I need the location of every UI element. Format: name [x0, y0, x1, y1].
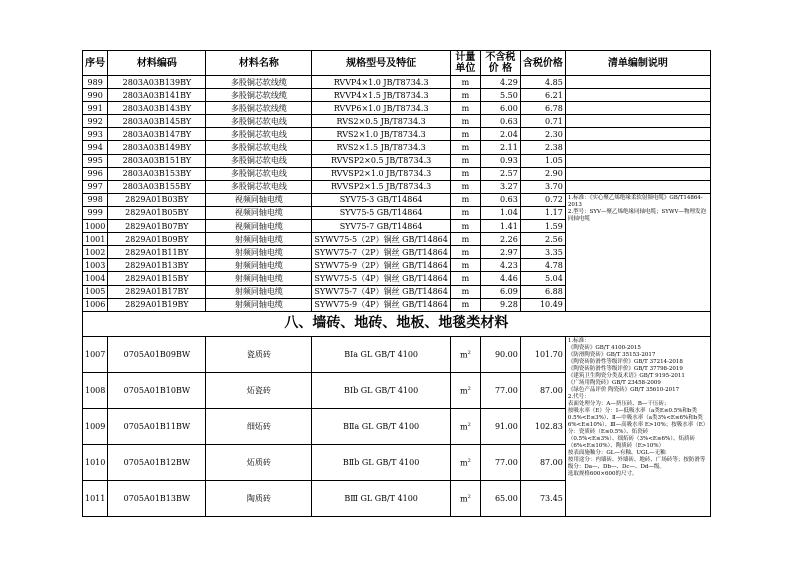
code-cell: 2829A01B03BY	[108, 193, 206, 206]
code-cell: 2829A01B15BY	[108, 272, 206, 285]
notes-cell: 1.标准： 《陶瓷砖》GB/T 4100-2015 《防滑陶瓷砖》GB/T 35153-2017 《陶瓷砖防滑性等级评价》GB/T 37214-2018 《陶瓷砖防滑性等级评价》GB/T 37798-2019 《建筑卫生陶瓷分类及术语》GB/T 9195-2011 《广场用陶瓷砖》GB/T 23458-2009 《绿色产品评价 陶瓷砖》GB/T 35610-2017 2.代号： 表面处理分为：A—挤压砖、B—干压砖； 按吸水率（E）分：Ⅰ—低吸水率（a类E≤0.5%和b类0.5%<E≤3%）、Ⅱ—中吸水率（a类3%<E≤6%和b类6%<E≤10%）、Ⅲ—高吸水率 E>10%；按吸水率（E）分：瓷质砖（E≤0.5%）、炻瓷砖 （0.5%<E≤3%）、细炻砖（3%<E≤6%）、炻质砖（6%<E≤10%）、陶质砖（E>10%） 按表面施釉分：GL—有釉、UGL—无釉 按用途分：内墙砖、外墙砖、地砖、广场砖等；按防滑等级分：Da—、Db—、Dc—、Dd—级。 选取规格600×600的尺寸。	[565, 336, 710, 516]
seq-cell: 1001	[83, 233, 108, 246]
spec-cell: SYV75-5 GB/T14864	[312, 206, 451, 219]
price-ex-cell: 4.23	[480, 259, 520, 272]
code-cell: 2829A01B09BY	[108, 233, 206, 246]
name-cell: 多股铜芯软电线	[206, 167, 312, 180]
name-cell: 射频同轴电缆	[206, 233, 312, 246]
code-cell: 2829A01B11BY	[108, 246, 206, 259]
name-cell: 多股铜芯软线缆	[206, 102, 312, 115]
seq-cell: 995	[83, 154, 108, 167]
price-inc-cell: 87.00	[520, 444, 565, 480]
name-cell: 细炻砖	[206, 408, 312, 444]
price-ex-cell: 2.11	[480, 141, 520, 154]
seq-cell: 994	[83, 141, 108, 154]
price-inc-cell: 102.83	[520, 408, 565, 444]
name-cell: 陶质砖	[206, 480, 312, 516]
code-cell: 0705A01B11BW	[108, 408, 206, 444]
seq-cell: 990	[83, 89, 108, 102]
notes-cell	[565, 167, 710, 180]
price-inc-cell: 1.59	[520, 220, 565, 233]
name-cell: 多股铜芯软电线	[206, 180, 312, 193]
unit-cell: m	[450, 285, 480, 298]
code-cell: 2829A01B07BY	[108, 220, 206, 233]
spec-cell: BⅡb GL GB/T 4100	[312, 444, 451, 480]
section-title: 八、墙砖、地砖、地板、地毯类材料	[83, 311, 711, 336]
price-inc-cell: 2.38	[520, 141, 565, 154]
notes-cell	[565, 141, 710, 154]
price-ex-cell: 77.00	[480, 372, 520, 408]
unit-cell: m	[450, 128, 480, 141]
unit-cell: m	[450, 167, 480, 180]
table-row	[83, 102, 711, 115]
unit-cell: m	[450, 206, 480, 219]
price-ex-cell: 77.00	[480, 444, 520, 480]
notes-cell: 1.标准：《实心聚乙烯绝缘柔软射频电缆》GB/T14864-2013 2.型号：SYV—聚乙烯绝缘同轴电缆；SYWV—物理发泡同轴电缆	[565, 193, 710, 311]
seq-cell: 1000	[83, 220, 108, 233]
seq-cell: 1005	[83, 285, 108, 298]
name-cell: 射频同轴电缆	[206, 285, 312, 298]
seq-cell: 996	[83, 167, 108, 180]
spec-cell: RVS2×0.5 JB/T8734.3	[312, 115, 451, 128]
price-inc-cell: 2.30	[520, 128, 565, 141]
spec-cell: SYWV75-7（2P）铜丝 GB/T14864	[312, 246, 451, 259]
price-ex-cell: 2.57	[480, 167, 520, 180]
col-price-ex: 不含税价 格	[480, 51, 520, 76]
name-cell: 多股铜芯软线缆	[206, 89, 312, 102]
unit-cell: m	[450, 102, 480, 115]
price-ex-cell: 90.00	[480, 336, 520, 372]
price-ex-cell: 2.97	[480, 246, 520, 259]
notes-cell	[565, 154, 710, 167]
seq-cell: 1003	[83, 259, 108, 272]
col-name: 材料名称	[206, 51, 312, 76]
price-ex-cell: 1.04	[480, 206, 520, 219]
code-cell: 0705A01B10BW	[108, 372, 206, 408]
seq-cell: 993	[83, 128, 108, 141]
unit-cell: m	[450, 180, 480, 193]
seq-cell: 989	[83, 76, 108, 89]
price-inc-cell: 3.70	[520, 180, 565, 193]
seq-cell: 1002	[83, 246, 108, 259]
price-inc-cell: 10.49	[520, 298, 565, 311]
table-row	[83, 76, 711, 89]
unit-cell: m	[450, 193, 480, 206]
code-cell: 2803A03B155BY	[108, 180, 206, 193]
table-row	[83, 193, 711, 206]
spec-cell: RVVSP2×1.5 JB/T8734.3	[312, 180, 451, 193]
seq-cell: 991	[83, 102, 108, 115]
spec-cell: RVVSP2×0.5 JB/T8734.3	[312, 154, 451, 167]
col-price-inc: 含税价格	[520, 51, 565, 76]
name-cell: 视频同轴电缆	[206, 220, 312, 233]
spec-cell: RVVP4×1.0 JB/T8734.3	[312, 76, 451, 89]
unit-cell: m	[450, 89, 480, 102]
unit-cell: m	[450, 233, 480, 246]
code-cell: 2829A01B13BY	[108, 259, 206, 272]
name-cell: 射频同轴电缆	[206, 272, 312, 285]
table-row	[83, 141, 711, 154]
price-ex-cell: 9.28	[480, 298, 520, 311]
name-cell: 视频同轴电缆	[206, 206, 312, 219]
unit-cell: m	[450, 154, 480, 167]
price-inc-cell: 2.90	[520, 167, 565, 180]
col-unit: 计量单位	[450, 51, 480, 76]
spec-cell: SYV75-3 GB/T14864	[312, 193, 451, 206]
section-row	[83, 311, 711, 336]
unit-cell: m	[450, 272, 480, 285]
seq-cell: 999	[83, 206, 108, 219]
table-row	[83, 180, 711, 193]
col-seq: 序号	[83, 51, 108, 76]
code-cell: 0705A01B12BW	[108, 444, 206, 480]
price-ex-cell: 6.00	[480, 102, 520, 115]
col-code: 材料编码	[108, 51, 206, 76]
name-cell: 多股铜芯软电线	[206, 128, 312, 141]
unit-cell: $m^2$	[450, 372, 480, 408]
code-cell: 2829A01B19BY	[108, 298, 206, 311]
notes-cell	[565, 128, 710, 141]
notes-cell	[565, 180, 710, 193]
code-cell: 2829A01B05BY	[108, 206, 206, 219]
spec-cell: RVS2×1.0 JB/T8734.3	[312, 128, 451, 141]
unit-cell: m	[450, 246, 480, 259]
seq-cell: 1007	[83, 336, 108, 372]
seq-cell: 1006	[83, 298, 108, 311]
price-inc-cell: 4.85	[520, 76, 565, 89]
price-ex-cell: 2.26	[480, 233, 520, 246]
price-inc-cell: 5.04	[520, 272, 565, 285]
unit-cell: m	[450, 115, 480, 128]
code-cell: 0705A01B13BW	[108, 480, 206, 516]
spec-cell: SYWV75-9（2P）铜丝 GB/T14864	[312, 259, 451, 272]
notes-cell	[565, 89, 710, 102]
table-row	[83, 128, 711, 141]
price-ex-cell: 65.00	[480, 480, 520, 516]
price-ex-cell: 1.41	[480, 220, 520, 233]
price-ex-cell: 0.93	[480, 154, 520, 167]
code-cell: 2803A03B143BY	[108, 102, 206, 115]
price-inc-cell: 6.78	[520, 102, 565, 115]
price-ex-cell: 4.29	[480, 76, 520, 89]
code-cell: 2803A03B139BY	[108, 76, 206, 89]
unit-cell: $m^2$	[450, 444, 480, 480]
table-row	[83, 89, 711, 102]
code-cell: 2803A03B147BY	[108, 128, 206, 141]
code-cell: 0705A01B09BW	[108, 336, 206, 372]
code-cell: 2829A01B17BY	[108, 285, 206, 298]
spec-cell: BⅢ GL GB/T 4100	[312, 480, 451, 516]
unit-cell: m	[450, 76, 480, 89]
price-ex-cell: 5.50	[480, 89, 520, 102]
name-cell: 炻瓷砖	[206, 372, 312, 408]
unit-cell: $m^2$	[450, 480, 480, 516]
price-inc-cell: 6.21	[520, 89, 565, 102]
spec-cell: SYWV75-5（4P）铜丝 GB/T14864	[312, 272, 451, 285]
seq-cell: 998	[83, 193, 108, 206]
name-cell: 多股铜芯软线缆	[206, 76, 312, 89]
spec-cell: BⅠa GL GB/T 4100	[312, 336, 451, 372]
table-row	[83, 336, 711, 372]
price-ex-cell: 2.04	[480, 128, 520, 141]
spec-cell: SYWV75-9（4P）铜丝 GB/T14864	[312, 298, 451, 311]
seq-cell: 1008	[83, 372, 108, 408]
name-cell: 射频同轴电缆	[206, 298, 312, 311]
name-cell: 多股铜芯软电线	[206, 115, 312, 128]
name-cell: 多股铜芯软电线	[206, 154, 312, 167]
unit-cell: $m^2$	[450, 408, 480, 444]
price-inc-cell: 87.00	[520, 372, 565, 408]
spec-cell: SYWV75-5（2P）铜丝 GB/T14864	[312, 233, 451, 246]
code-cell: 2803A03B145BY	[108, 115, 206, 128]
seq-cell: 1010	[83, 444, 108, 480]
col-spec: 规格型号及特征	[312, 51, 451, 76]
code-cell: 2803A03B151BY	[108, 154, 206, 167]
table-row	[83, 167, 711, 180]
price-inc-cell: 0.72	[520, 193, 565, 206]
spec-cell: RVS2×1.5 JB/T8734.3	[312, 141, 451, 154]
code-cell: 2803A03B149BY	[108, 141, 206, 154]
spec-cell: BⅠb GL GB/T 4100	[312, 372, 451, 408]
name-cell: 射频同轴电缆	[206, 246, 312, 259]
name-cell: 视频同轴电缆	[206, 193, 312, 206]
price-ex-cell: 91.00	[480, 408, 520, 444]
spec-cell: RVVP4×1.5 JB/T8734.3	[312, 89, 451, 102]
spec-cell: RVVSP2×1.0 JB/T8734.3	[312, 167, 451, 180]
price-ex-cell: 0.63	[480, 115, 520, 128]
price-list-sheet	[82, 50, 711, 517]
header-row	[83, 51, 711, 76]
unit-cell: m	[450, 141, 480, 154]
spec-cell: BⅡa GL GB/T 4100	[312, 408, 451, 444]
price-inc-cell: 1.05	[520, 154, 565, 167]
unit-cell: m	[450, 220, 480, 233]
price-inc-cell: 3.35	[520, 246, 565, 259]
unit-cell: m	[450, 298, 480, 311]
table-row	[83, 115, 711, 128]
seq-cell: 1004	[83, 272, 108, 285]
code-cell: 2803A03B141BY	[108, 89, 206, 102]
unit-cell: m	[450, 259, 480, 272]
spec-cell: SYV75-7 GB/T14864	[312, 220, 451, 233]
name-cell: 炻质砖	[206, 444, 312, 480]
seq-cell: 992	[83, 115, 108, 128]
price-inc-cell: 2.56	[520, 233, 565, 246]
seq-cell: 1011	[83, 480, 108, 516]
table-row	[83, 154, 711, 167]
spec-cell: SYWV75-7（4P）铜丝 GB/T14864	[312, 285, 451, 298]
price-inc-cell: 1.17	[520, 206, 565, 219]
seq-cell: 997	[83, 180, 108, 193]
notes-cell	[565, 102, 710, 115]
price-inc-cell: 4.78	[520, 259, 565, 272]
price-ex-cell: 3.27	[480, 180, 520, 193]
price-inc-cell: 0.71	[520, 115, 565, 128]
unit-cell: $m^2$	[450, 336, 480, 372]
price-inc-cell: 6.88	[520, 285, 565, 298]
price-ex-cell: 0.63	[480, 193, 520, 206]
col-notes: 清单编制说明	[565, 51, 710, 76]
price-ex-cell: 4.46	[480, 272, 520, 285]
price-inc-cell: 73.45	[520, 480, 565, 516]
material-price-table	[82, 50, 711, 517]
notes-cell	[565, 76, 710, 89]
price-inc-cell: 101.70	[520, 336, 565, 372]
seq-cell: 1009	[83, 408, 108, 444]
name-cell: 多股铜芯软电线	[206, 141, 312, 154]
notes-cell	[565, 115, 710, 128]
spec-cell: RVVP6×1.0 JB/T8734.3	[312, 102, 451, 115]
price-ex-cell: 6.09	[480, 285, 520, 298]
name-cell: 瓷质砖	[206, 336, 312, 372]
code-cell: 2803A03B153BY	[108, 167, 206, 180]
name-cell: 射频同轴电缆	[206, 259, 312, 272]
